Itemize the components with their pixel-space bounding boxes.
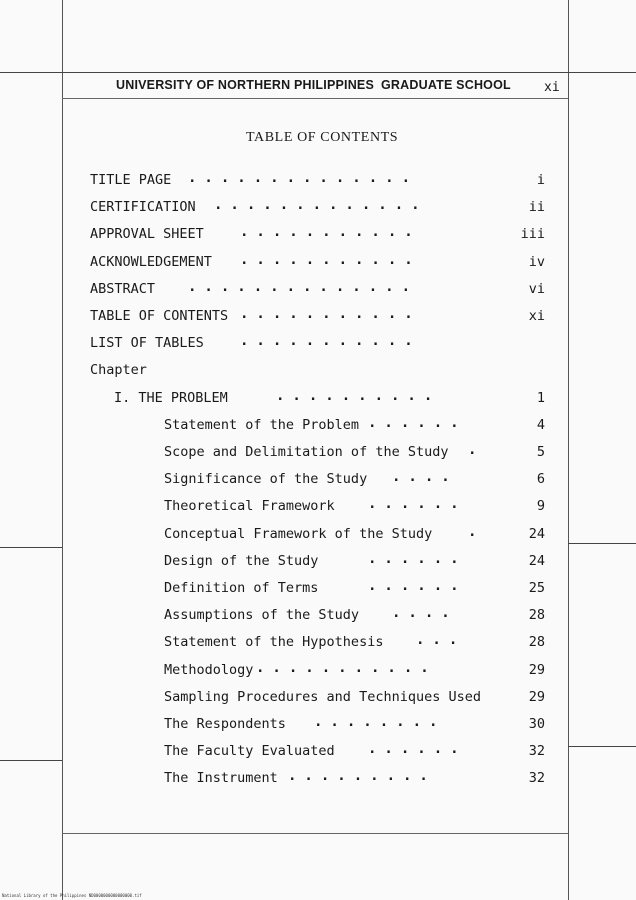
section-entry-page: 9 bbox=[536, 498, 545, 515]
section-entry-leader-dots: ... bbox=[416, 632, 466, 649]
toc-entry bbox=[0, 251, 636, 274]
section-entry-page: 29 bbox=[528, 688, 545, 705]
toc-entry-page: vi bbox=[528, 280, 545, 297]
section-entry bbox=[0, 471, 636, 491]
section-entry-leader-dots: ...... bbox=[368, 741, 467, 758]
toc-entry-leader-dots: ............. bbox=[214, 197, 428, 214]
section-entry-label: Methodology bbox=[164, 661, 254, 678]
section-entry-page: 6 bbox=[536, 471, 545, 488]
section-entry-page: 28 bbox=[528, 634, 545, 651]
section-entry bbox=[0, 716, 636, 736]
section-entry bbox=[0, 743, 636, 763]
section-entry-leader-dots: ........ bbox=[314, 714, 446, 730]
page-title: TABLE OF CONTENTS bbox=[246, 130, 399, 145]
toc-entry-page: xi bbox=[528, 308, 545, 324]
page-number: xi bbox=[544, 80, 560, 95]
section-entry-leader-dots: ...... bbox=[368, 578, 467, 594]
toc-entry-page: ii bbox=[528, 199, 545, 216]
university-name: UNIVERSITY OF NORTHERN PHILIPPINES bbox=[116, 78, 374, 92]
toc-entry-leader-dots: ........... bbox=[240, 333, 421, 350]
section-entry bbox=[0, 498, 636, 518]
section-entry bbox=[0, 414, 636, 437]
left-mark-1 bbox=[0, 547, 62, 548]
section-entry bbox=[0, 634, 636, 654]
section-entry-label: Statement of the Problem bbox=[164, 416, 360, 433]
section-entry-leader-dots: ...... bbox=[368, 414, 467, 431]
section-entry-leader-dots: ...... bbox=[368, 550, 467, 567]
toc-entry-label: CERTIFICATION bbox=[90, 199, 196, 216]
toc-entry bbox=[0, 335, 636, 355]
footer-note: National Library of the Philippines ND0000000000000000.tif bbox=[2, 893, 142, 898]
section-entry-leader-dots: ......... bbox=[288, 768, 436, 785]
chapter-heading: Chapter bbox=[90, 362, 147, 379]
section-entry-page: 32 bbox=[528, 770, 545, 787]
toc-entry bbox=[0, 172, 636, 192]
toc-entry bbox=[0, 199, 636, 219]
section-entry-label: The Respondents bbox=[164, 716, 286, 732]
toc-entry-leader-dots: ........... bbox=[240, 306, 421, 322]
toc-entry-label: ACKNOWLEDGEMENT bbox=[90, 253, 212, 270]
section-entry-label: The Instrument bbox=[164, 770, 278, 787]
section-entry bbox=[0, 444, 636, 464]
toc-entry-leader-dots: .............. bbox=[188, 170, 419, 186]
section-entry bbox=[0, 659, 636, 682]
section-entry-page: 24 bbox=[528, 552, 545, 569]
section-entry-leader-dots: .... bbox=[392, 469, 458, 486]
section-entry-label: Conceptual Framework of the Study bbox=[164, 525, 433, 542]
toc-entry-label: LIST OF TABLES bbox=[90, 335, 204, 352]
chapter-entry-page: 1 bbox=[536, 389, 545, 406]
section-entry-label: Significance of the Study bbox=[164, 471, 368, 488]
section-entry-page: 32 bbox=[528, 743, 545, 760]
header-rule bbox=[0, 72, 636, 73]
section-entry-page: 5 bbox=[536, 444, 545, 460]
toc-entry bbox=[0, 278, 636, 301]
section-entry-page: 28 bbox=[528, 607, 545, 624]
section-entry-page: 25 bbox=[528, 580, 545, 596]
section-entry-label: Scope and Delimitation of the Study bbox=[164, 444, 449, 460]
section-entry bbox=[0, 770, 636, 790]
section-entry-label: Design of the Study bbox=[164, 552, 319, 569]
section-entry-leader-dots: ...... bbox=[368, 496, 467, 513]
section-entry-page: 29 bbox=[528, 661, 545, 678]
section-entry-label: Statement of the Hypothesis bbox=[164, 634, 384, 651]
section-entry-label: Definition of Terms bbox=[164, 580, 319, 596]
section-entry-label: Sampling Procedures and Techniques Used bbox=[164, 688, 481, 705]
section-entry-leader-dots: .... bbox=[392, 605, 458, 622]
section-entry-page: 30 bbox=[528, 716, 545, 732]
section-entry-label: Theoretical Framework bbox=[164, 498, 335, 515]
toc-entry-page: iii bbox=[520, 226, 545, 243]
document-header bbox=[116, 78, 566, 98]
toc-entry-label: APPROVAL SHEET bbox=[90, 226, 204, 243]
section-entry-page: 4 bbox=[536, 416, 545, 433]
section-entry bbox=[0, 550, 636, 573]
toc-entry-leader-dots: ........... bbox=[240, 251, 421, 268]
section-entry bbox=[0, 607, 636, 627]
section-entry bbox=[0, 523, 636, 546]
toc-entry bbox=[0, 308, 636, 328]
header-underline bbox=[62, 98, 568, 99]
section-entry-leader-dots: ........... bbox=[256, 659, 437, 676]
toc-entry-label: ABSTRACT bbox=[90, 280, 156, 297]
section-entry-leader-dots: . bbox=[468, 442, 485, 458]
section-entry-page: 24 bbox=[528, 525, 545, 542]
section-entry-leader-dots: . bbox=[468, 523, 485, 540]
school-name: GRADUATE SCHOOL bbox=[381, 78, 511, 92]
chapter-entry-leader-dots: .......... bbox=[276, 387, 441, 404]
section-entry-label: Assumptions of the Study bbox=[164, 607, 360, 624]
toc-entry-label: TITLE PAGE bbox=[90, 172, 172, 188]
toc-entry-label: TABLE OF CONTENTS bbox=[90, 308, 229, 324]
section-entry bbox=[0, 580, 636, 600]
bottom-rule bbox=[62, 833, 568, 834]
section-entry-label: The Faculty Evaluated bbox=[164, 743, 335, 760]
chapter-entry-label: I. THE PROBLEM bbox=[114, 389, 228, 406]
toc-entry-leader-dots: .............. bbox=[188, 278, 419, 295]
toc-entry bbox=[0, 226, 636, 246]
section-entry bbox=[0, 689, 636, 709]
toc-entry-page: i bbox=[536, 172, 545, 188]
chapter-entry bbox=[0, 387, 636, 410]
toc-entry-page: iv bbox=[528, 253, 545, 270]
toc-entry-leader-dots: ........... bbox=[240, 224, 421, 241]
